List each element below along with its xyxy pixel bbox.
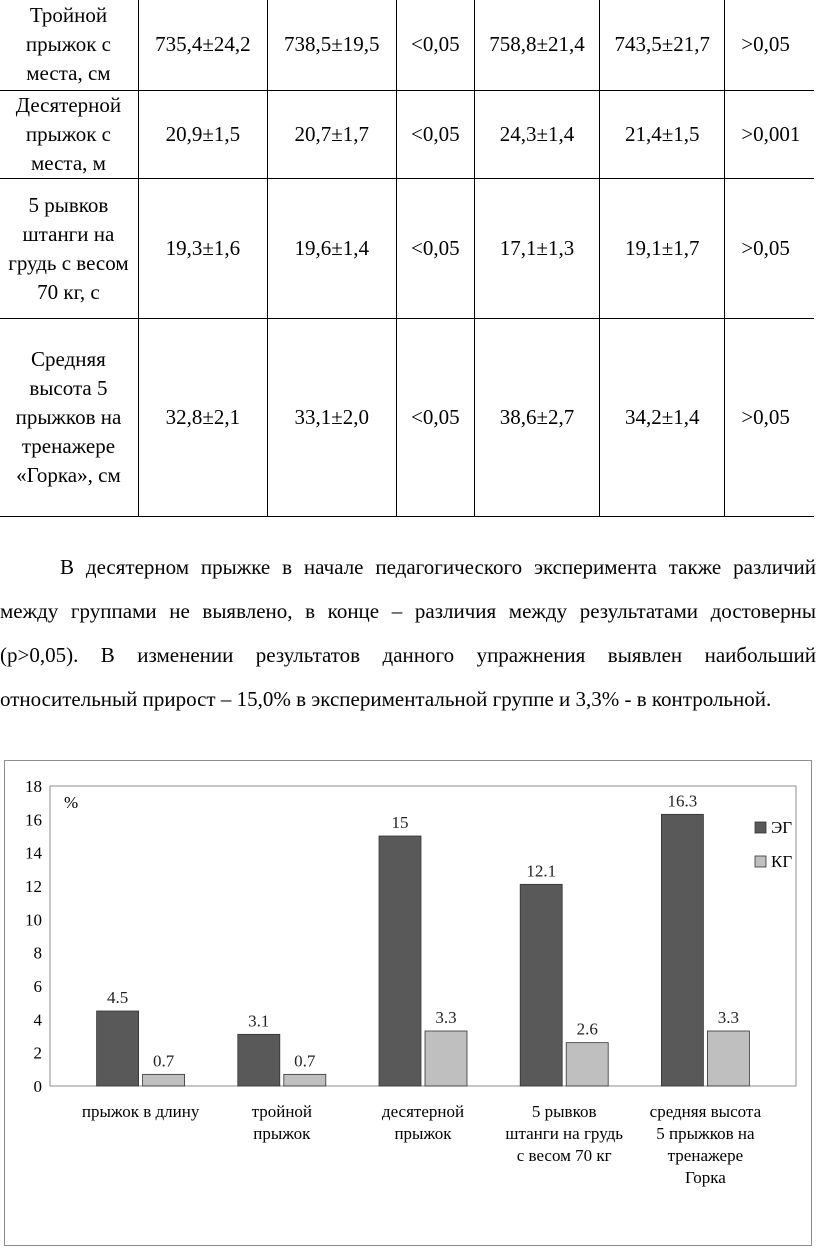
table-cell: 38,6±2,7 [474,319,599,517]
category-label: 5 рывков [531,1102,597,1121]
category-label: десятерной [381,1102,465,1121]
data-label: 4.5 [106,988,129,1007]
row-label: 5 рывков штанги на грудь с весом 70 кг, с [0,179,138,319]
y-tick-label: 8 [33,943,42,963]
y-tick-label: 10 [25,910,42,930]
table-cell: <0,05 [396,179,474,319]
data-label: 12.1 [526,861,557,881]
data-label: 0.7 [294,1051,316,1071]
y-tick-label: 18 [25,777,42,796]
table-cell: >0,05 [725,179,814,319]
table-cell: 33,1±2,0 [267,319,396,517]
table-cell: 19,1±1,7 [600,179,725,319]
table-cell: 19,6±1,4 [267,179,396,319]
table-cell: 32,8±2,1 [138,319,267,517]
data-label: 3.1 [248,1011,270,1031]
category-label: Горка [684,1168,726,1187]
category-label: тройной [251,1102,313,1121]
category-label: прыжок в длину [81,1102,200,1121]
row-label: Средняя высота 5 прыжков на тренажере «Горка», см [0,319,138,517]
table-cell: 743,5±21,7 [600,0,725,91]
table-cell: >0,001 [725,91,814,179]
y-tick-label: 0 [33,1077,42,1096]
category-label: прыжок [394,1124,452,1143]
data-label: 2.6 [576,1019,598,1039]
table-cell: 19,3±1,6 [138,179,267,319]
y-tick-label: 4 [33,1010,42,1030]
table-cell: 758,8±21,4 [474,0,599,91]
data-label: 3.3 [717,1008,740,1027]
y-tick-label: 14 [25,843,42,863]
bar-ЭГ [379,836,421,1086]
category-label: 5 прыжков на [656,1124,755,1143]
bar-КГ [143,1074,185,1086]
table-cell: 738,5±19,5 [267,0,396,91]
y-tick-label: 2 [33,1043,42,1063]
legend-swatch [755,856,766,867]
data-label: 3.3 [435,1008,457,1027]
bar-КГ [707,1031,749,1086]
data-label: 16.3 [667,791,698,811]
category-label: с весом 70 кг [516,1146,612,1165]
bar-КГ [284,1074,326,1086]
table-cell: 34,2±1,4 [600,319,725,517]
table-cell: 735,4±24,2 [138,0,267,91]
table-cell: <0,05 [396,91,474,179]
category-label: тренажере [667,1146,744,1165]
bar-КГ [425,1031,467,1086]
bar-ЭГ [97,1011,139,1086]
bar-ЭГ [238,1034,280,1086]
bar-ЭГ [661,814,703,1086]
legend-label: КГ [771,852,793,871]
y-axis-unit: % [64,793,79,812]
row-label: Десятерной прыжок с места, м [0,91,138,179]
data-label: 0.7 [152,1051,175,1071]
y-tick-label: 6 [33,977,42,996]
table-cell: 20,7±1,7 [267,91,396,179]
table-cell: 20,9±1,5 [138,91,267,179]
category-label: средняя высота [649,1102,762,1121]
data-label: 15 [391,813,409,832]
paragraph-text: В десятерном прыжке в начале педагогического эксперимента также различий между группами не выявлено, в конце – различия между результатами достоверны (p>0,05). В изменении результатов данного упражнения выявлен наибольший относительный прирост – 15,0% в экспериментальной группе и 3,3% - в контрольной. [0,555,816,711]
bar-ЭГ [520,884,562,1086]
legend-label: ЭГ [771,818,793,837]
y-tick-label: 12 [25,877,42,896]
category-label: прыжок [253,1124,311,1143]
table-cell: 17,1±1,3 [474,179,599,319]
table-cell: >0,05 [725,319,814,517]
legend-swatch [755,822,766,833]
table-cell: 21,4±1,5 [600,91,725,179]
table-cell: >0,05 [725,0,814,91]
bar-КГ [566,1043,608,1086]
row-label: Тройной прыжок с места, см [0,0,138,91]
table-cell: 24,3±1,4 [474,91,599,179]
y-tick-label: 16 [25,810,42,830]
table-cell: <0,05 [396,0,474,91]
category-label: штанги на грудь [505,1124,624,1143]
table-cell: <0,05 [396,319,474,517]
